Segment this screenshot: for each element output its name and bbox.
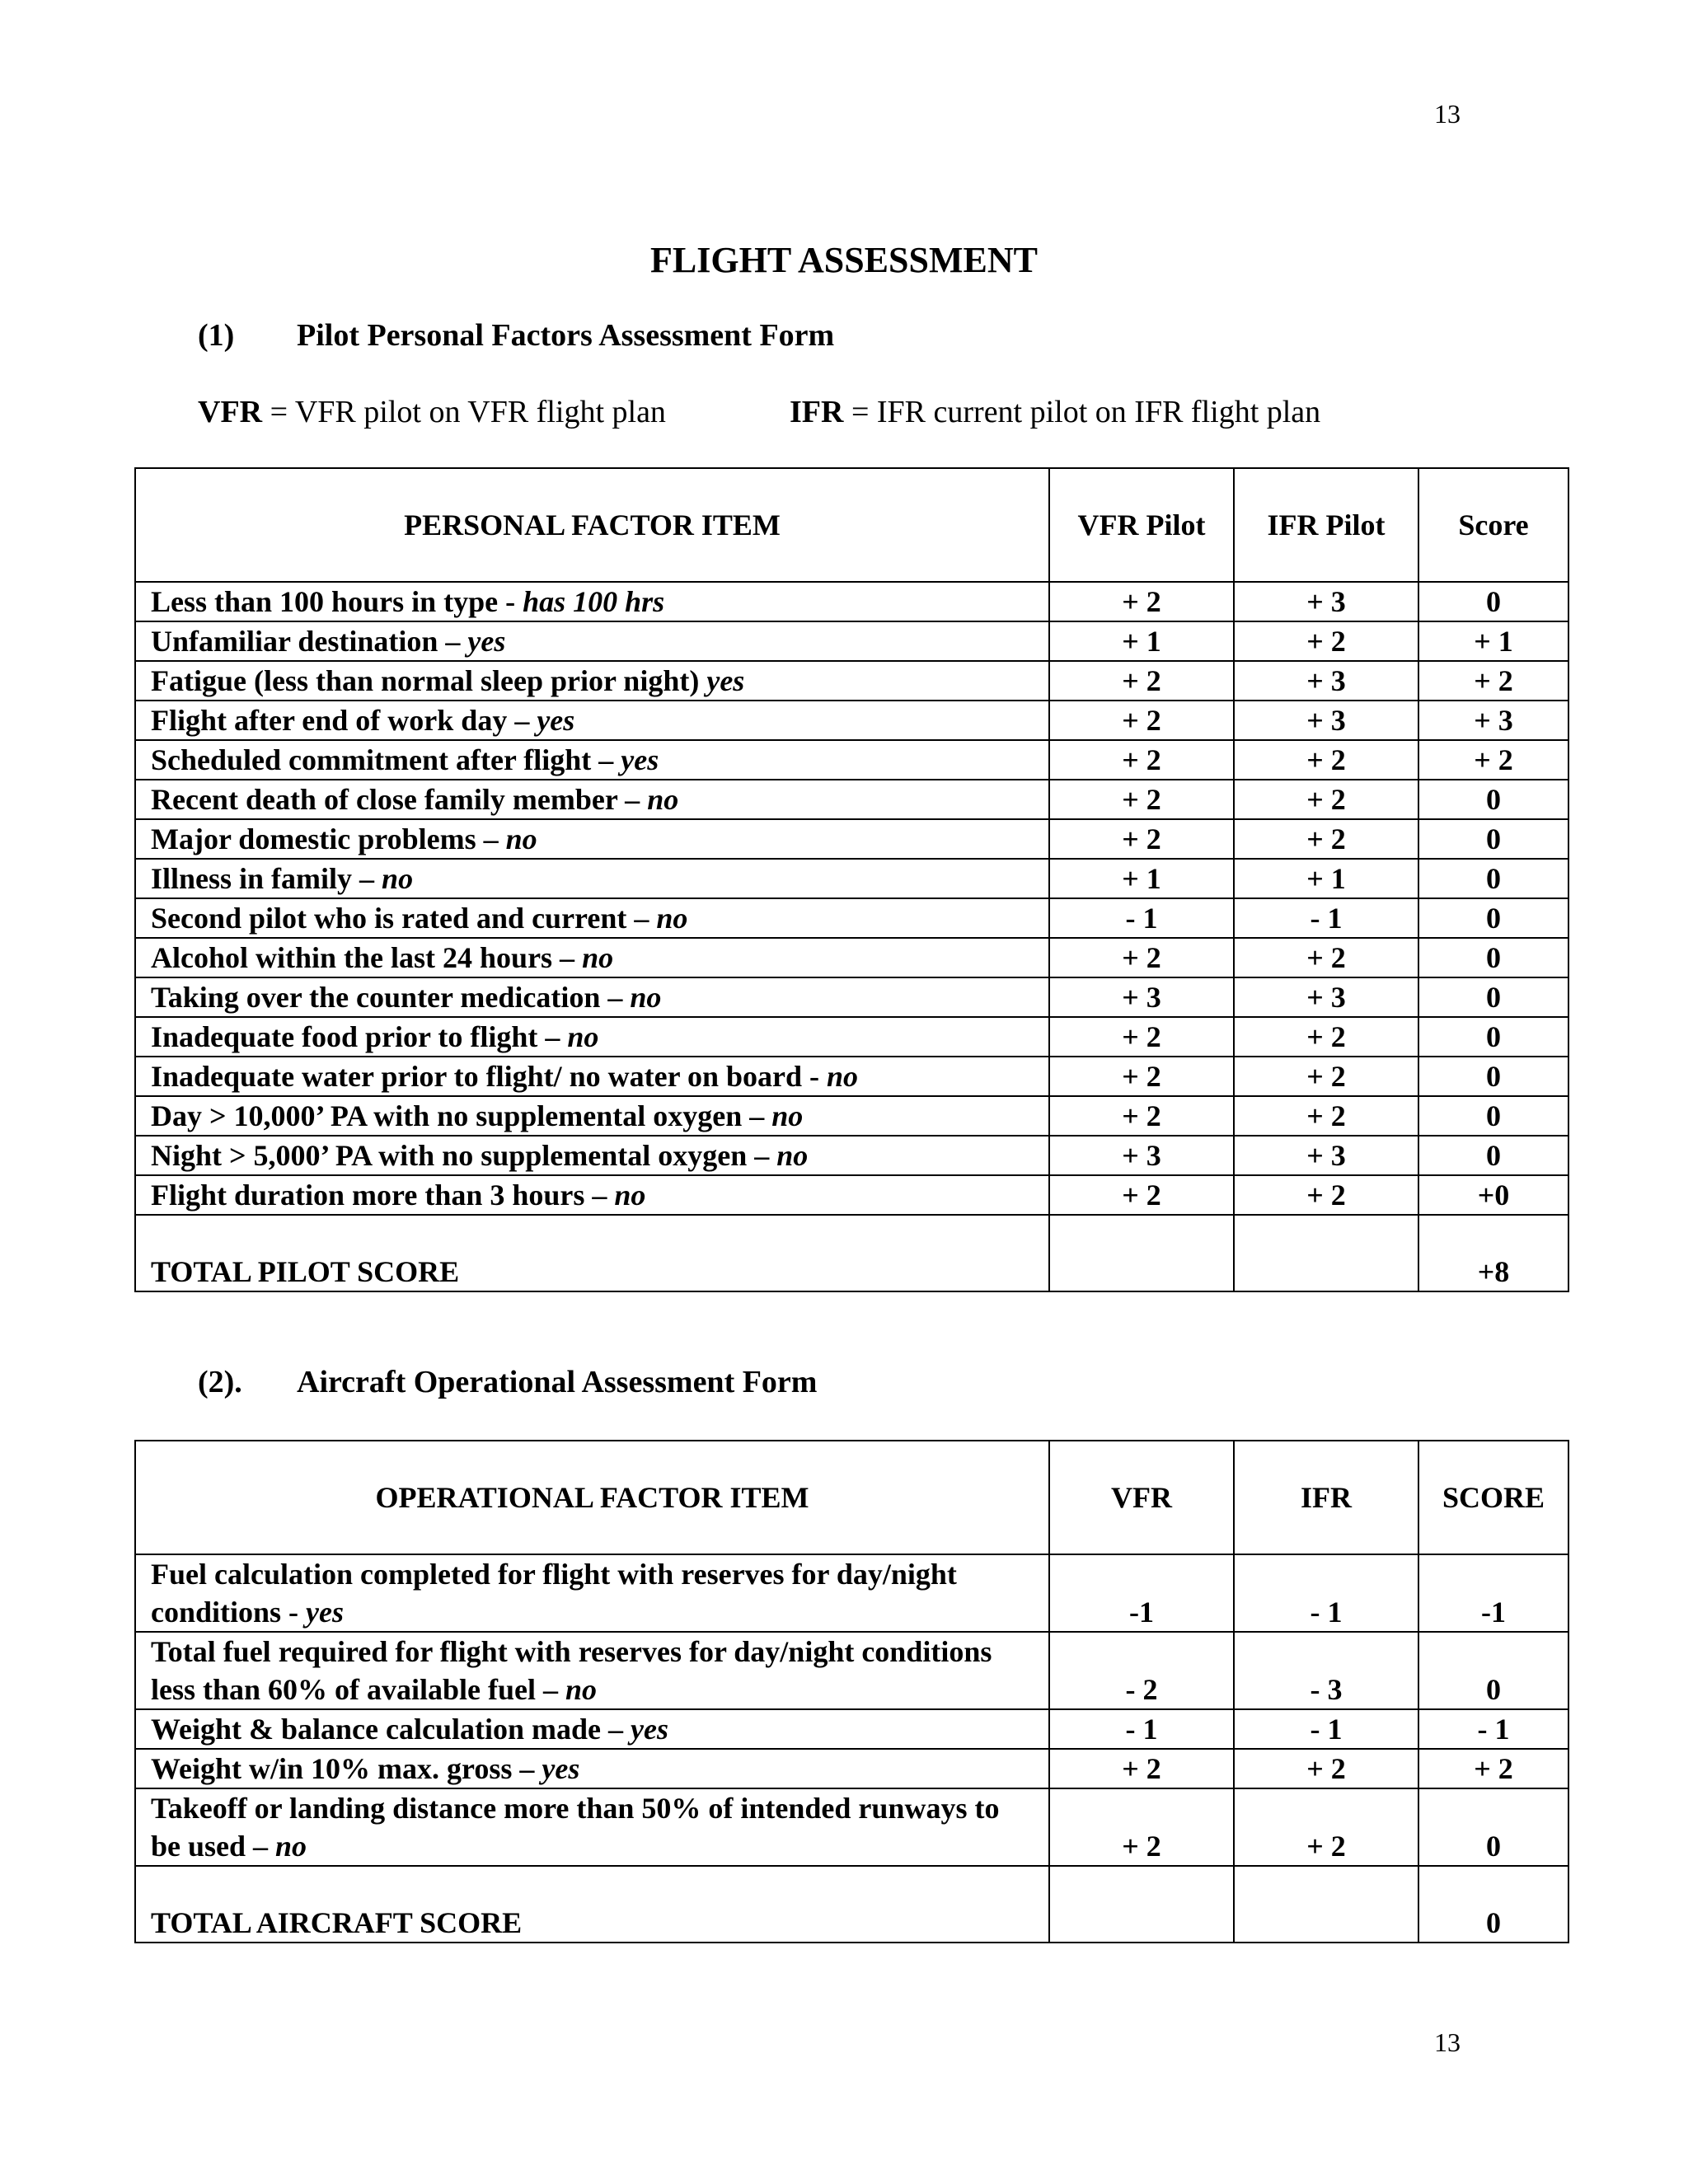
factor-item-cell bbox=[135, 819, 1049, 859]
factor-answer: no bbox=[565, 1673, 598, 1706]
factor-item-text: Weight w/in 10% max. gross – bbox=[151, 1752, 542, 1785]
vfr-value: + 2 bbox=[1049, 740, 1234, 780]
score-value: + 1 bbox=[1418, 621, 1568, 661]
table-row bbox=[135, 621, 1568, 661]
factor-item-text: Fuel calculation completed for flight with reserves for day/night conditions - bbox=[151, 1558, 957, 1629]
factor-answer: yes bbox=[306, 1596, 345, 1629]
factor-item-text: Unfamiliar destination – bbox=[151, 625, 468, 658]
factor-answer: no bbox=[647, 783, 679, 816]
ifr-value: - 1 bbox=[1234, 1709, 1418, 1749]
total-ifr-cell bbox=[1234, 1866, 1418, 1943]
factor-answer: no bbox=[582, 941, 614, 974]
score-value: -1 bbox=[1418, 1554, 1568, 1632]
total-vfr-cell bbox=[1049, 1866, 1234, 1943]
vfr-value: + 2 bbox=[1049, 938, 1234, 977]
factor-item-cell bbox=[135, 740, 1049, 780]
vfr-value: + 2 bbox=[1049, 780, 1234, 819]
ifr-value: + 3 bbox=[1234, 1136, 1418, 1175]
ifr-value: + 2 bbox=[1234, 621, 1418, 661]
total-ifr-cell bbox=[1234, 1215, 1418, 1291]
header-score: SCORE bbox=[1418, 1441, 1568, 1554]
ifr-value: + 2 bbox=[1234, 780, 1418, 819]
factor-item-text: Recent death of close family member – bbox=[151, 783, 648, 816]
table-row bbox=[135, 1057, 1568, 1096]
table-header-row bbox=[135, 1441, 1568, 1554]
factor-answer: no bbox=[827, 1060, 859, 1093]
vfr-value: + 2 bbox=[1049, 1788, 1234, 1866]
ifr-value: + 3 bbox=[1234, 661, 1418, 701]
score-value: 0 bbox=[1418, 582, 1568, 621]
vfr-value: + 2 bbox=[1049, 1096, 1234, 1136]
score-value: 0 bbox=[1418, 1017, 1568, 1057]
table-row bbox=[135, 582, 1568, 621]
factor-answer: yes bbox=[537, 704, 575, 737]
legend-vfr bbox=[198, 394, 666, 430]
factor-item-cell bbox=[135, 701, 1049, 740]
factor-item-cell bbox=[135, 938, 1049, 977]
table-row bbox=[135, 1175, 1568, 1215]
table-header-row bbox=[135, 468, 1568, 582]
score-value: + 2 bbox=[1418, 740, 1568, 780]
total-pilot-score-label: TOTAL PILOT SCORE bbox=[135, 1215, 1049, 1291]
factor-item-text: Scheduled commitment after flight – bbox=[151, 743, 621, 776]
factor-answer: yes bbox=[630, 1713, 668, 1746]
factor-answer: no bbox=[275, 1830, 307, 1863]
vfr-value: + 2 bbox=[1049, 819, 1234, 859]
total-aircraft-score-value: 0 bbox=[1418, 1866, 1568, 1943]
vfr-value: - 2 bbox=[1049, 1632, 1234, 1709]
vfr-value: -1 bbox=[1049, 1554, 1234, 1632]
table-row bbox=[135, 1136, 1568, 1175]
table-row bbox=[135, 859, 1568, 898]
header-vfr: VFR bbox=[1049, 1441, 1234, 1554]
table-row bbox=[135, 1096, 1568, 1136]
header-score: Score bbox=[1418, 468, 1568, 582]
factor-item-text: Total fuel required for flight with reserves for day/night conditions less than 60% of available fuel – bbox=[151, 1635, 992, 1706]
factor-answer: no bbox=[771, 1099, 804, 1132]
factor-item-text: Inadequate food prior to flight – bbox=[151, 1020, 568, 1053]
vfr-value: - 1 bbox=[1049, 898, 1234, 938]
factor-item-text: Flight duration more than 3 hours – bbox=[151, 1179, 615, 1212]
operational-factors-table bbox=[134, 1440, 1569, 1943]
ifr-value: + 2 bbox=[1234, 1017, 1418, 1057]
factor-item-text: Major domestic problems – bbox=[151, 823, 506, 855]
ifr-value: + 2 bbox=[1234, 1749, 1418, 1788]
table-row bbox=[135, 977, 1568, 1017]
score-value: 0 bbox=[1418, 1788, 1568, 1866]
section-2-heading bbox=[198, 1364, 817, 1400]
factor-item-text: Day > 10,000’ PA with no supplemental oxygen – bbox=[151, 1099, 772, 1132]
total-row bbox=[135, 1215, 1568, 1291]
section-1-title: Pilot Personal Factors Assessment Form bbox=[297, 318, 835, 353]
legend-ifr-abbr: IFR bbox=[790, 395, 844, 429]
header-ifr-pilot: IFR Pilot bbox=[1234, 468, 1418, 582]
header-personal-factor-item: PERSONAL FACTOR ITEM bbox=[135, 468, 1049, 582]
factor-answer: yes bbox=[706, 664, 745, 697]
table-row bbox=[135, 1788, 1568, 1866]
factor-item-cell bbox=[135, 1554, 1049, 1632]
factor-item-cell bbox=[135, 582, 1049, 621]
factor-answer: no bbox=[505, 823, 537, 855]
factor-item-cell bbox=[135, 1632, 1049, 1709]
legend-ifr-text: = IFR current pilot on IFR flight plan bbox=[843, 395, 1321, 429]
table-row bbox=[135, 780, 1568, 819]
score-value: 0 bbox=[1418, 1632, 1568, 1709]
score-value: 0 bbox=[1418, 780, 1568, 819]
factor-item-cell bbox=[135, 1749, 1049, 1788]
score-value: 0 bbox=[1418, 977, 1568, 1017]
factor-answer: no bbox=[614, 1179, 646, 1212]
vfr-value: + 2 bbox=[1049, 1057, 1234, 1096]
score-value: 0 bbox=[1418, 819, 1568, 859]
legend-vfr-abbr: VFR bbox=[198, 395, 263, 429]
score-value: 0 bbox=[1418, 859, 1568, 898]
factor-item-cell bbox=[135, 898, 1049, 938]
factor-answer: no bbox=[630, 981, 662, 1014]
vfr-value: + 2 bbox=[1049, 1017, 1234, 1057]
total-pilot-score-value: +8 bbox=[1418, 1215, 1568, 1291]
vfr-value: + 3 bbox=[1049, 1136, 1234, 1175]
factor-item-cell bbox=[135, 859, 1049, 898]
ifr-value: - 1 bbox=[1234, 1554, 1418, 1632]
factor-item-text: Less than 100 hours in type - bbox=[151, 585, 523, 618]
legend-vfr-text: = VFR pilot on VFR flight plan bbox=[262, 395, 666, 429]
section-2-number: (2). bbox=[198, 1365, 242, 1399]
personal-factors-table bbox=[134, 467, 1569, 1292]
ifr-value: + 2 bbox=[1234, 938, 1418, 977]
vfr-value: + 1 bbox=[1049, 859, 1234, 898]
ifr-value: - 3 bbox=[1234, 1632, 1418, 1709]
vfr-value: + 2 bbox=[1049, 1175, 1234, 1215]
factor-item-cell bbox=[135, 1709, 1049, 1749]
table-row bbox=[135, 898, 1568, 938]
factor-item-cell bbox=[135, 661, 1049, 701]
ifr-value: + 2 bbox=[1234, 1057, 1418, 1096]
factor-answer: no bbox=[656, 902, 688, 935]
factor-answer: yes bbox=[621, 743, 659, 776]
factor-answer: has 100 hrs bbox=[523, 585, 665, 618]
ifr-value: + 2 bbox=[1234, 740, 1418, 780]
table-row bbox=[135, 1709, 1568, 1749]
ifr-value: + 3 bbox=[1234, 701, 1418, 740]
table-row bbox=[135, 1749, 1568, 1788]
vfr-value: - 1 bbox=[1049, 1709, 1234, 1749]
table-row bbox=[135, 701, 1568, 740]
document-title: FLIGHT ASSESSMENT bbox=[650, 240, 1038, 280]
score-value: + 2 bbox=[1418, 1749, 1568, 1788]
ifr-value: + 2 bbox=[1234, 1096, 1418, 1136]
score-value: 0 bbox=[1418, 1057, 1568, 1096]
operational-factors-body bbox=[135, 1554, 1568, 1866]
ifr-value: + 1 bbox=[1234, 859, 1418, 898]
score-value: 0 bbox=[1418, 1136, 1568, 1175]
total-vfr-cell bbox=[1049, 1215, 1234, 1291]
score-value: +0 bbox=[1418, 1175, 1568, 1215]
table-row bbox=[135, 1017, 1568, 1057]
score-value: + 2 bbox=[1418, 661, 1568, 701]
table-row bbox=[135, 1554, 1568, 1632]
factor-item-text: Flight after end of work day – bbox=[151, 704, 537, 737]
ifr-value: - 1 bbox=[1234, 898, 1418, 938]
ifr-value: + 3 bbox=[1234, 977, 1418, 1017]
header-vfr-pilot: VFR Pilot bbox=[1049, 468, 1234, 582]
section-2-title: Aircraft Operational Assessment Form bbox=[297, 1365, 818, 1399]
factor-item-cell bbox=[135, 1175, 1049, 1215]
total-row bbox=[135, 1866, 1568, 1943]
factor-item-text: Fatigue (less than normal sleep prior night) bbox=[151, 664, 707, 697]
table-row bbox=[135, 1632, 1568, 1709]
factor-item-cell bbox=[135, 621, 1049, 661]
total-aircraft-score-label: TOTAL AIRCRAFT SCORE bbox=[135, 1866, 1049, 1943]
factor-item-text: Takeoff or landing distance more than 50% of intended runways to be used – bbox=[151, 1792, 1000, 1863]
factor-item-cell bbox=[135, 1788, 1049, 1866]
factor-answer: yes bbox=[467, 625, 506, 658]
score-value: 0 bbox=[1418, 1096, 1568, 1136]
factor-answer: no bbox=[567, 1020, 599, 1053]
factor-item-text: Alcohol within the last 24 hours – bbox=[151, 941, 583, 974]
score-value: 0 bbox=[1418, 898, 1568, 938]
score-value: + 3 bbox=[1418, 701, 1568, 740]
factor-answer: no bbox=[776, 1139, 809, 1172]
header-operational-factor-item: OPERATIONAL FACTOR ITEM bbox=[135, 1441, 1049, 1554]
table-row bbox=[135, 938, 1568, 977]
factor-item-text: Inadequate water prior to flight/ no water on board - bbox=[151, 1060, 828, 1093]
factor-item-cell bbox=[135, 1136, 1049, 1175]
factor-item-text: Weight & balance calculation made – bbox=[151, 1713, 631, 1746]
section-1-heading bbox=[198, 317, 834, 354]
ifr-value: + 2 bbox=[1234, 819, 1418, 859]
vfr-value: + 2 bbox=[1049, 1749, 1234, 1788]
score-value: 0 bbox=[1418, 938, 1568, 977]
vfr-value: + 2 bbox=[1049, 582, 1234, 621]
ifr-value: + 2 bbox=[1234, 1175, 1418, 1215]
vfr-value: + 3 bbox=[1049, 977, 1234, 1017]
table-row bbox=[135, 661, 1568, 701]
factor-item-text: Taking over the counter medication – bbox=[151, 981, 631, 1014]
score-value: - 1 bbox=[1418, 1709, 1568, 1749]
factor-item-cell bbox=[135, 1017, 1049, 1057]
factor-item-text: Second pilot who is rated and current – bbox=[151, 902, 657, 935]
factor-item-cell bbox=[135, 780, 1049, 819]
header-ifr: IFR bbox=[1234, 1441, 1418, 1554]
factor-item-cell bbox=[135, 1057, 1049, 1096]
factor-item-cell bbox=[135, 977, 1049, 1017]
vfr-value: + 2 bbox=[1049, 661, 1234, 701]
factor-answer: no bbox=[382, 862, 414, 895]
vfr-value: + 1 bbox=[1049, 621, 1234, 661]
factor-answer: yes bbox=[542, 1752, 580, 1785]
section-1-number: (1) bbox=[198, 318, 235, 353]
ifr-value: + 3 bbox=[1234, 582, 1418, 621]
factor-item-cell bbox=[135, 1096, 1049, 1136]
factor-item-text: Illness in family – bbox=[151, 862, 382, 895]
factor-item-text: Night > 5,000’ PA with no supplemental oxygen – bbox=[151, 1139, 777, 1172]
legend-ifr bbox=[790, 394, 1320, 430]
ifr-value: + 2 bbox=[1234, 1788, 1418, 1866]
table-row bbox=[135, 740, 1568, 780]
vfr-value: + 2 bbox=[1049, 701, 1234, 740]
page-number-top: 13 bbox=[1434, 99, 1461, 129]
page-number-bottom: 13 bbox=[1434, 2027, 1461, 2057]
table-row bbox=[135, 819, 1568, 859]
personal-factors-body bbox=[135, 582, 1568, 1215]
